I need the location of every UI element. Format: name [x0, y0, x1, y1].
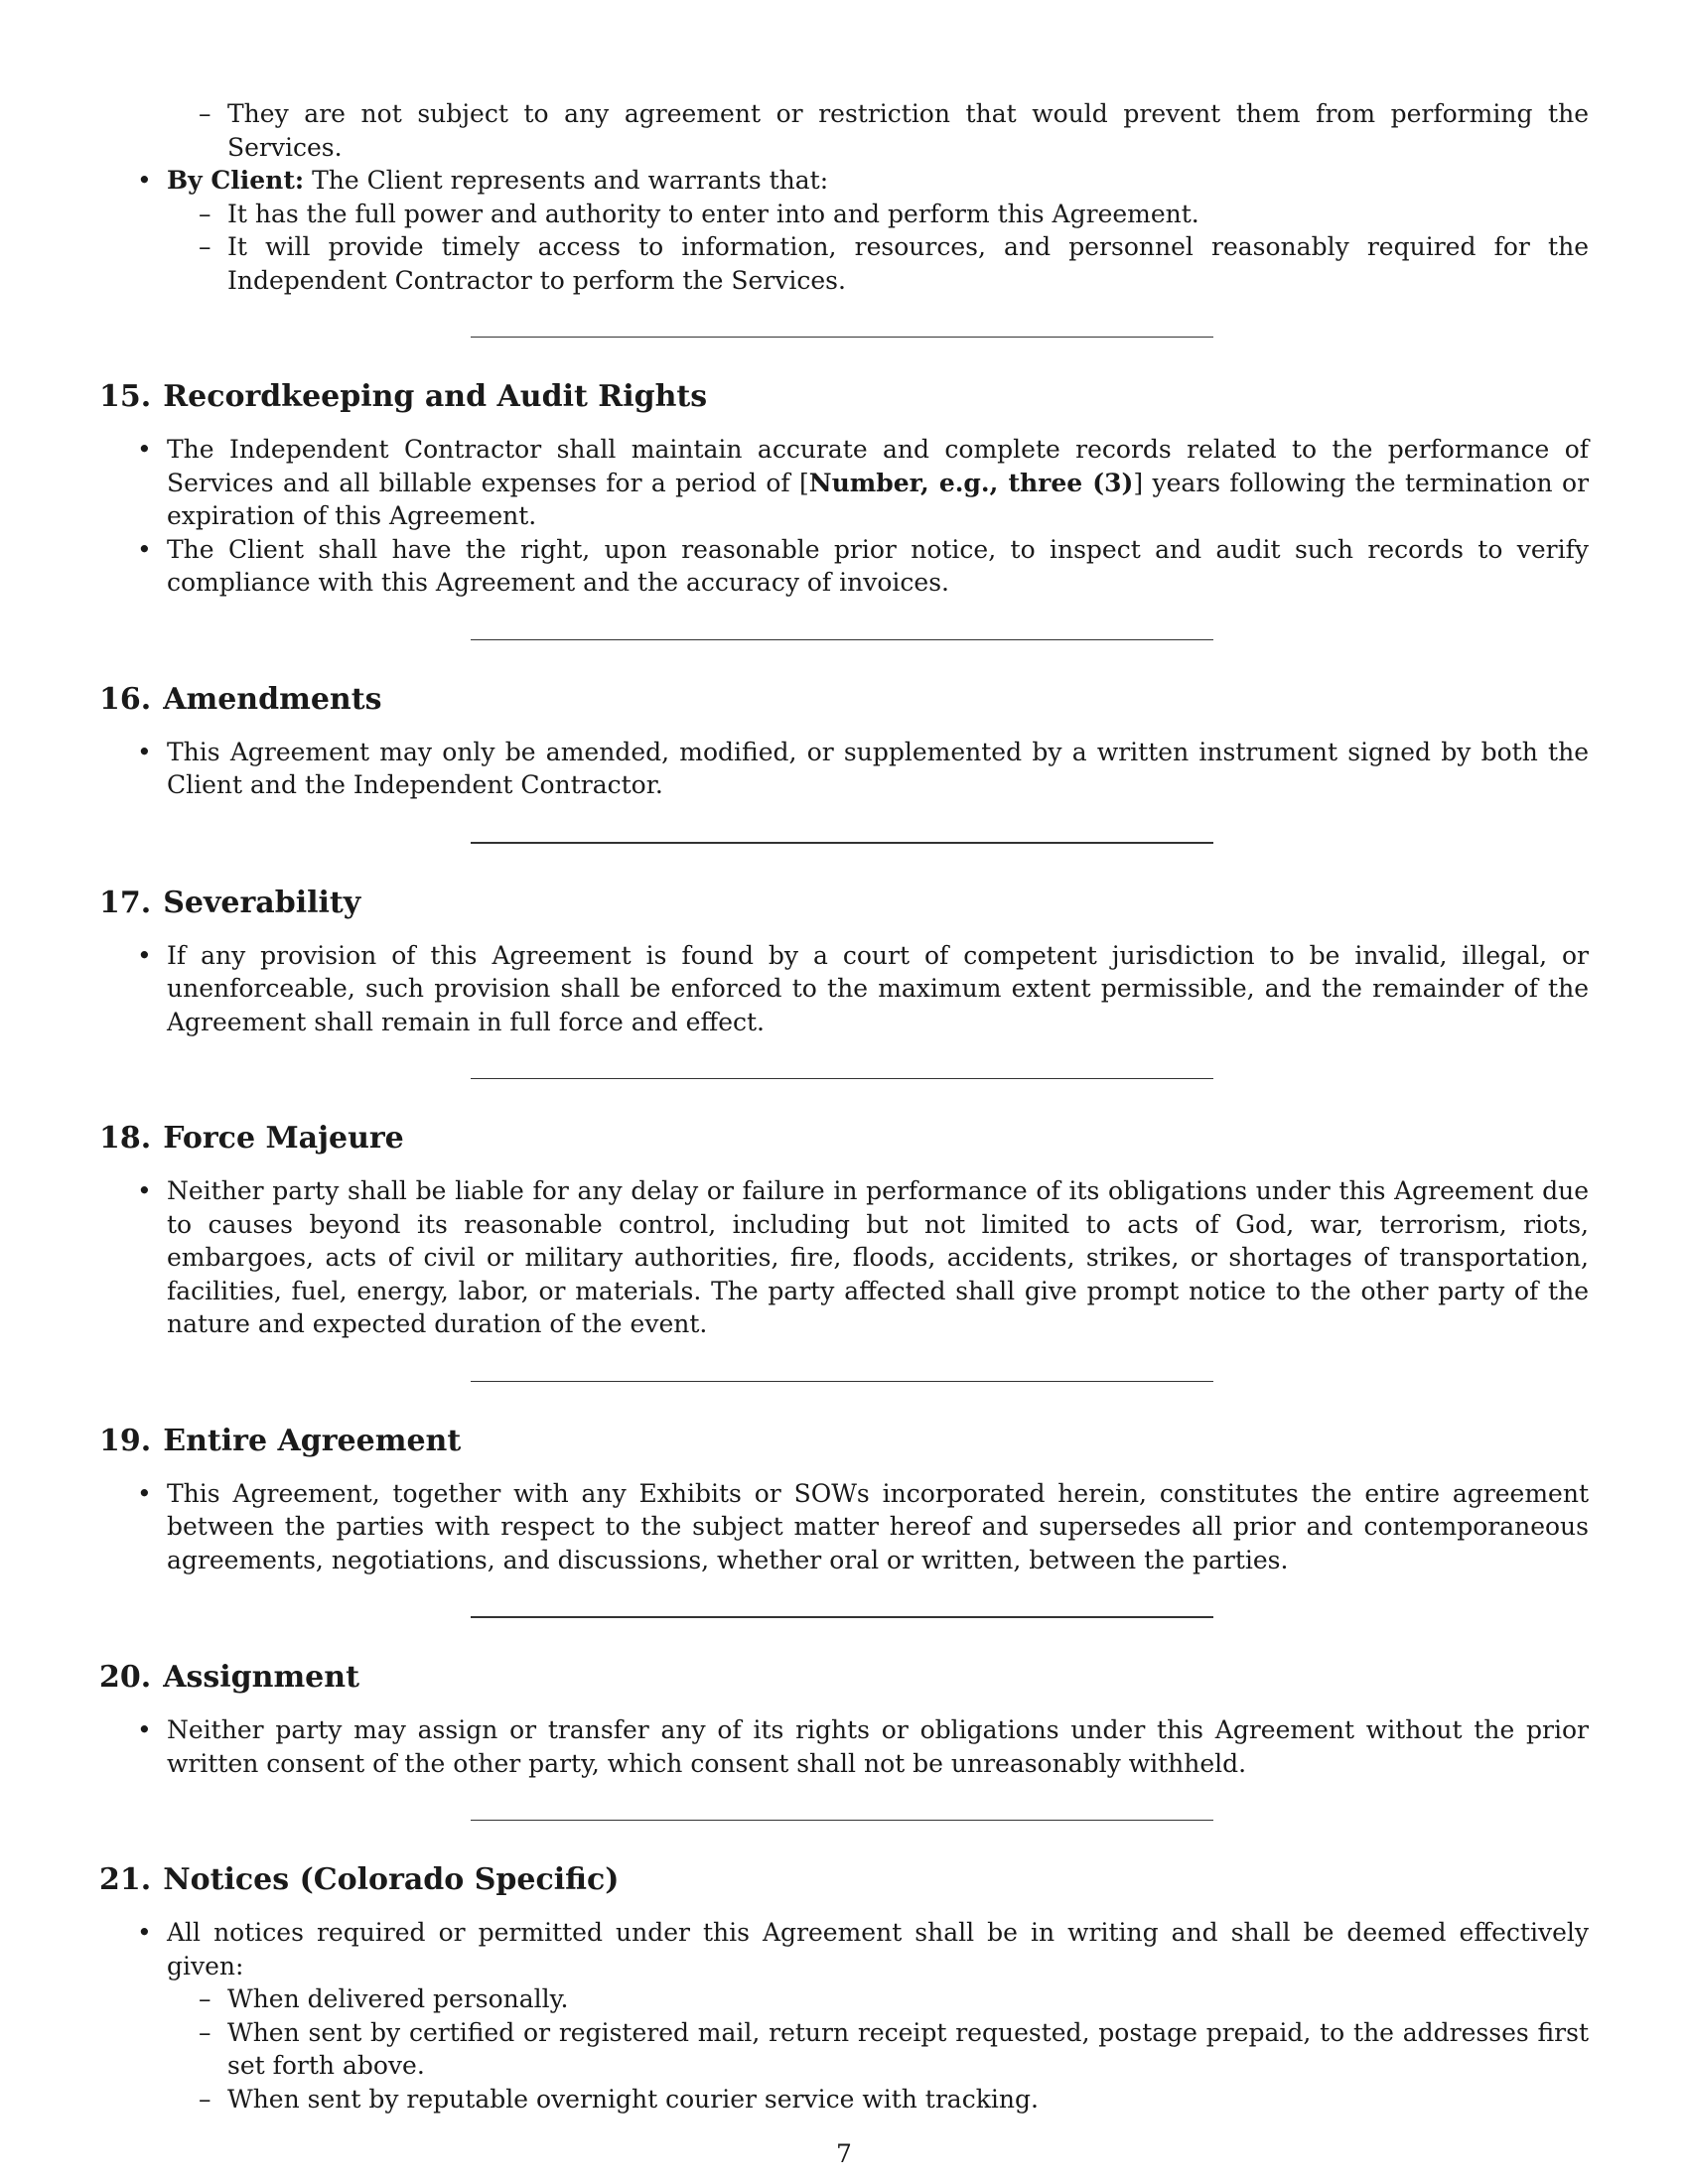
- section-21-list: [99, 1916, 1589, 2116]
- section-heading-18: [99, 1121, 1589, 1157]
- section-divider: [471, 1078, 1213, 1079]
- section-title: Severability: [163, 885, 361, 920]
- section-heading-21: [99, 1862, 1589, 1898]
- section-heading-15: [99, 379, 1589, 415]
- section-title: Recordkeeping and Audit Rights: [163, 379, 708, 414]
- page-number: 7: [836, 2139, 852, 2168]
- section-18-list: [99, 1174, 1589, 1341]
- section-number: 19.: [99, 1423, 152, 1458]
- list-item: – They are not subject to any agreement or restriction that would prevent them from performing the Services.: [167, 97, 1589, 164]
- by-client-text: The Client represents and warrants that:: [304, 166, 829, 195]
- placeholder-number: Number, e.g., three (3): [808, 468, 1134, 497]
- section-number: 18.: [99, 1121, 152, 1156]
- list-item: • The Client shall have the right, upon reasonable prior notice, to inspect and audit such records to verify compliance with this Agreement and the accuracy of invoices.: [99, 533, 1589, 600]
- text-run: The Independent Contractor shall maintain accurate and complete records related to the performance of Services and all billable expenses for a period of [: [167, 435, 1589, 497]
- section-heading-16: [99, 682, 1589, 718]
- section-divider: [471, 842, 1213, 844]
- section-title: Amendments: [163, 681, 382, 717]
- document-body: [99, 97, 1589, 2116]
- section-17-list: [99, 939, 1589, 1039]
- client-warranty-list: [99, 164, 1589, 297]
- section-divider: [471, 1381, 1213, 1382]
- section-20-list: [99, 1713, 1589, 1780]
- section-number: 17.: [99, 885, 152, 920]
- section-number: 16.: [99, 681, 152, 717]
- section-heading-20: [99, 1660, 1589, 1696]
- list-item: – When delivered personally.: [167, 1982, 1589, 2016]
- text-run: ] years following the termination or expiration of this Agreement.: [167, 468, 1590, 530]
- contractor-warranty-list: [99, 97, 1589, 164]
- list-item: • This Agreement, together with any Exhibits or SOWs incorporated herein, constitutes the entire agreement between the parties with respect to the subject matter hereof and supersedes all prior and contemporaneous agreements, negotiations, and discussions, whether oral or written, between the parties.: [99, 1477, 1589, 1577]
- section-divider: [471, 337, 1213, 338]
- section-number: 21.: [99, 1862, 152, 1897]
- document-page: [99, 97, 1589, 2116]
- section-title: Notices (Colorado Specific): [163, 1862, 620, 1897]
- list-item: [99, 164, 1589, 297]
- by-client-label: By Client:: [167, 166, 305, 195]
- section-title: Entire Agreement: [163, 1423, 462, 1458]
- notices-intro: All notices required or permitted under this Agreement shall be in writing and shall be deemed effectively given:: [167, 1918, 1589, 1980]
- list-item: [99, 1916, 1589, 2116]
- list-item: • Neither party may assign or transfer any of its rights or obligations under this Agreement without the prior written consent of the other party, which consent shall not be unreasonably withheld.: [99, 1713, 1589, 1780]
- section-heading-17: [99, 886, 1589, 921]
- section-16-list: [99, 736, 1589, 802]
- list-item: – When sent by certified or registered mail, return receipt requested, postage prepaid, to the addresses first set forth above.: [167, 2016, 1589, 2083]
- section-title: Assignment: [163, 1660, 359, 1695]
- list-item: – It will provide timely access to information, resources, and personnel reasonably required for the Independent Contractor to perform the Services.: [167, 230, 1589, 297]
- section-number: 15.: [99, 379, 152, 414]
- section-15-list: [99, 433, 1589, 600]
- section-title: Force Majeure: [163, 1121, 404, 1156]
- list-item: – When sent by reputable overnight courier service with tracking.: [167, 2083, 1589, 2116]
- list-item: • Neither party shall be liable for any delay or failure in performance of its obligations under this Agreement due to causes beyond its reasonable control, including but not limited to acts of God, war, terrorism, riots, embargoes, acts of civil or military authorities, fire, floods, accidents, strikes, or shortages of transportation, facilities, fuel, energy, labor, or materials. The party affected shall give prompt notice to the other party of the nature and expected duration of the event.: [99, 1174, 1589, 1341]
- list-item: [99, 433, 1589, 533]
- section-number: 20.: [99, 1660, 152, 1695]
- section-divider: [471, 639, 1213, 640]
- client-warranty-sublist: [167, 198, 1589, 298]
- section-divider: [471, 1820, 1213, 1821]
- section-heading-19: [99, 1424, 1589, 1459]
- notices-sublist: [167, 1982, 1589, 2116]
- list-item: – It has the full power and authority to enter into and perform this Agreement.: [167, 198, 1589, 231]
- section-19-list: [99, 1477, 1589, 1577]
- list-item: • If any provision of this Agreement is found by a court of competent jurisdiction to be invalid, illegal, or unenforceable, such provision shall be enforced to the maximum extent permissible, and the remainder of the Agreement shall remain in full force and effect.: [99, 939, 1589, 1039]
- section-divider: [471, 1616, 1213, 1618]
- list-item: • This Agreement may only be amended, modified, or supplemented by a written instrument signed by both the Client and the Independent Contractor.: [99, 736, 1589, 802]
